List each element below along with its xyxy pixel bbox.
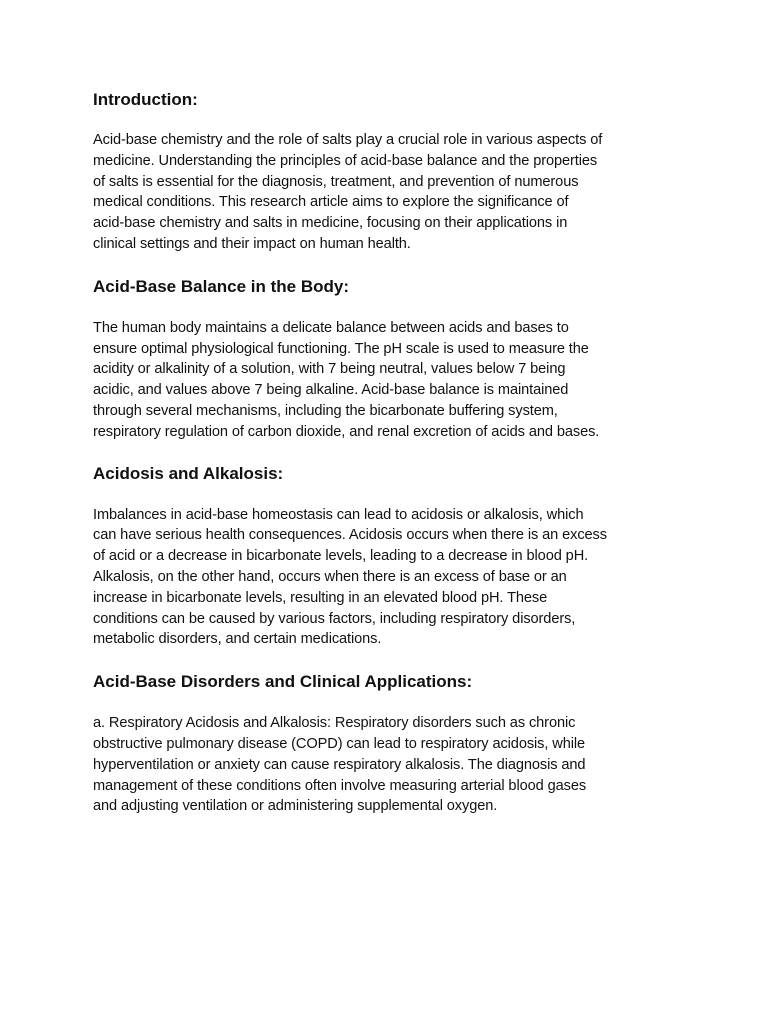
section-heading-acidosis-alkalosis: Acidosis and Alkalosis: (93, 463, 284, 483)
document-page (93, 89, 693, 817)
paragraph-line: a. Respiratory Acidosis and Alkalosis: Respiratory disorders such as chronic (93, 715, 576, 732)
paragraph-line: acidic, and values above 7 being alkaline. Acid-base balance is maintained (93, 382, 569, 399)
section-paragraph-acidosis-alkalosis (93, 505, 693, 651)
paragraph-line: through several mechanisms, including the bicarbonate buffering system, (93, 402, 558, 419)
paragraph-line: The human body maintains a delicate balance between acids and bases to (93, 319, 569, 336)
paragraph-line: medical conditions. This research article aims to explore the significance of (93, 194, 569, 211)
paragraph-line: of acid or a decrease in bicarbonate levels, leading to a decrease in blood pH. (93, 548, 589, 565)
paragraph-line: acidity or alkalinity of a solution, with 7 being neutral, values below 7 being (93, 361, 566, 378)
paragraph-line: clinical settings and their impact on human health. (93, 235, 411, 252)
paragraph-line: management of these conditions often involve measuring arterial blood gases (93, 777, 587, 794)
paragraph-line: Alkalosis, on the other hand, occurs when there is an excess of base or an (93, 568, 567, 585)
paragraph-line: medicine. Understanding the principles of acid-base balance and the properties (93, 152, 598, 169)
paragraph-line: metabolic disorders, and certain medications. (93, 631, 382, 648)
section-paragraph-acid-base-balance (93, 318, 693, 443)
paragraph-line: respiratory regulation of carbon dioxide, and renal excretion of acids and bases. (93, 423, 600, 440)
paragraph-line: and adjusting ventilation or administering supplemental oxygen. (93, 798, 498, 815)
section-paragraph-acid-base-disorders (93, 713, 693, 817)
paragraph-line: hyperventilation or anxiety can cause respiratory alkalosis. The diagnosis and (93, 756, 586, 773)
section-heading-introduction: Introduction: (93, 90, 198, 109)
paragraph-line: Acid-base chemistry and the role of salts play a crucial role in various aspects of (93, 132, 603, 148)
paragraph-line: obstructive pulmonary disease (COPD) can lead to respiratory acidosis, while (93, 735, 586, 752)
paragraph-line: of salts is essential for the diagnosis, treatment, and prevention of numerous (93, 173, 579, 190)
paragraph-line: can have serious health consequences. Acidosis occurs when there is an excess (93, 527, 607, 544)
paragraph-line: acid-base chemistry and salts in medicine, focusing on their applications in (93, 215, 568, 232)
paragraph-line: ensure optimal physiological functioning. The pH scale is used to measure the (93, 340, 589, 357)
paragraph-line: Imbalances in acid-base homeostasis can lead to acidosis or alkalosis, which (93, 506, 584, 523)
paragraph-line: increase in bicarbonate levels, resulting in an elevated blood pH. These (93, 589, 548, 606)
paragraph-line: conditions can be caused by various factors, including respiratory disorders, (93, 610, 576, 627)
section-heading-acid-base-balance: Acid-Base Balance in the Body: (93, 276, 350, 296)
section-heading-acid-base-disorders: Acid-Base Disorders and Clinical Applications: (93, 672, 473, 692)
section-paragraph-introduction (93, 130, 693, 255)
